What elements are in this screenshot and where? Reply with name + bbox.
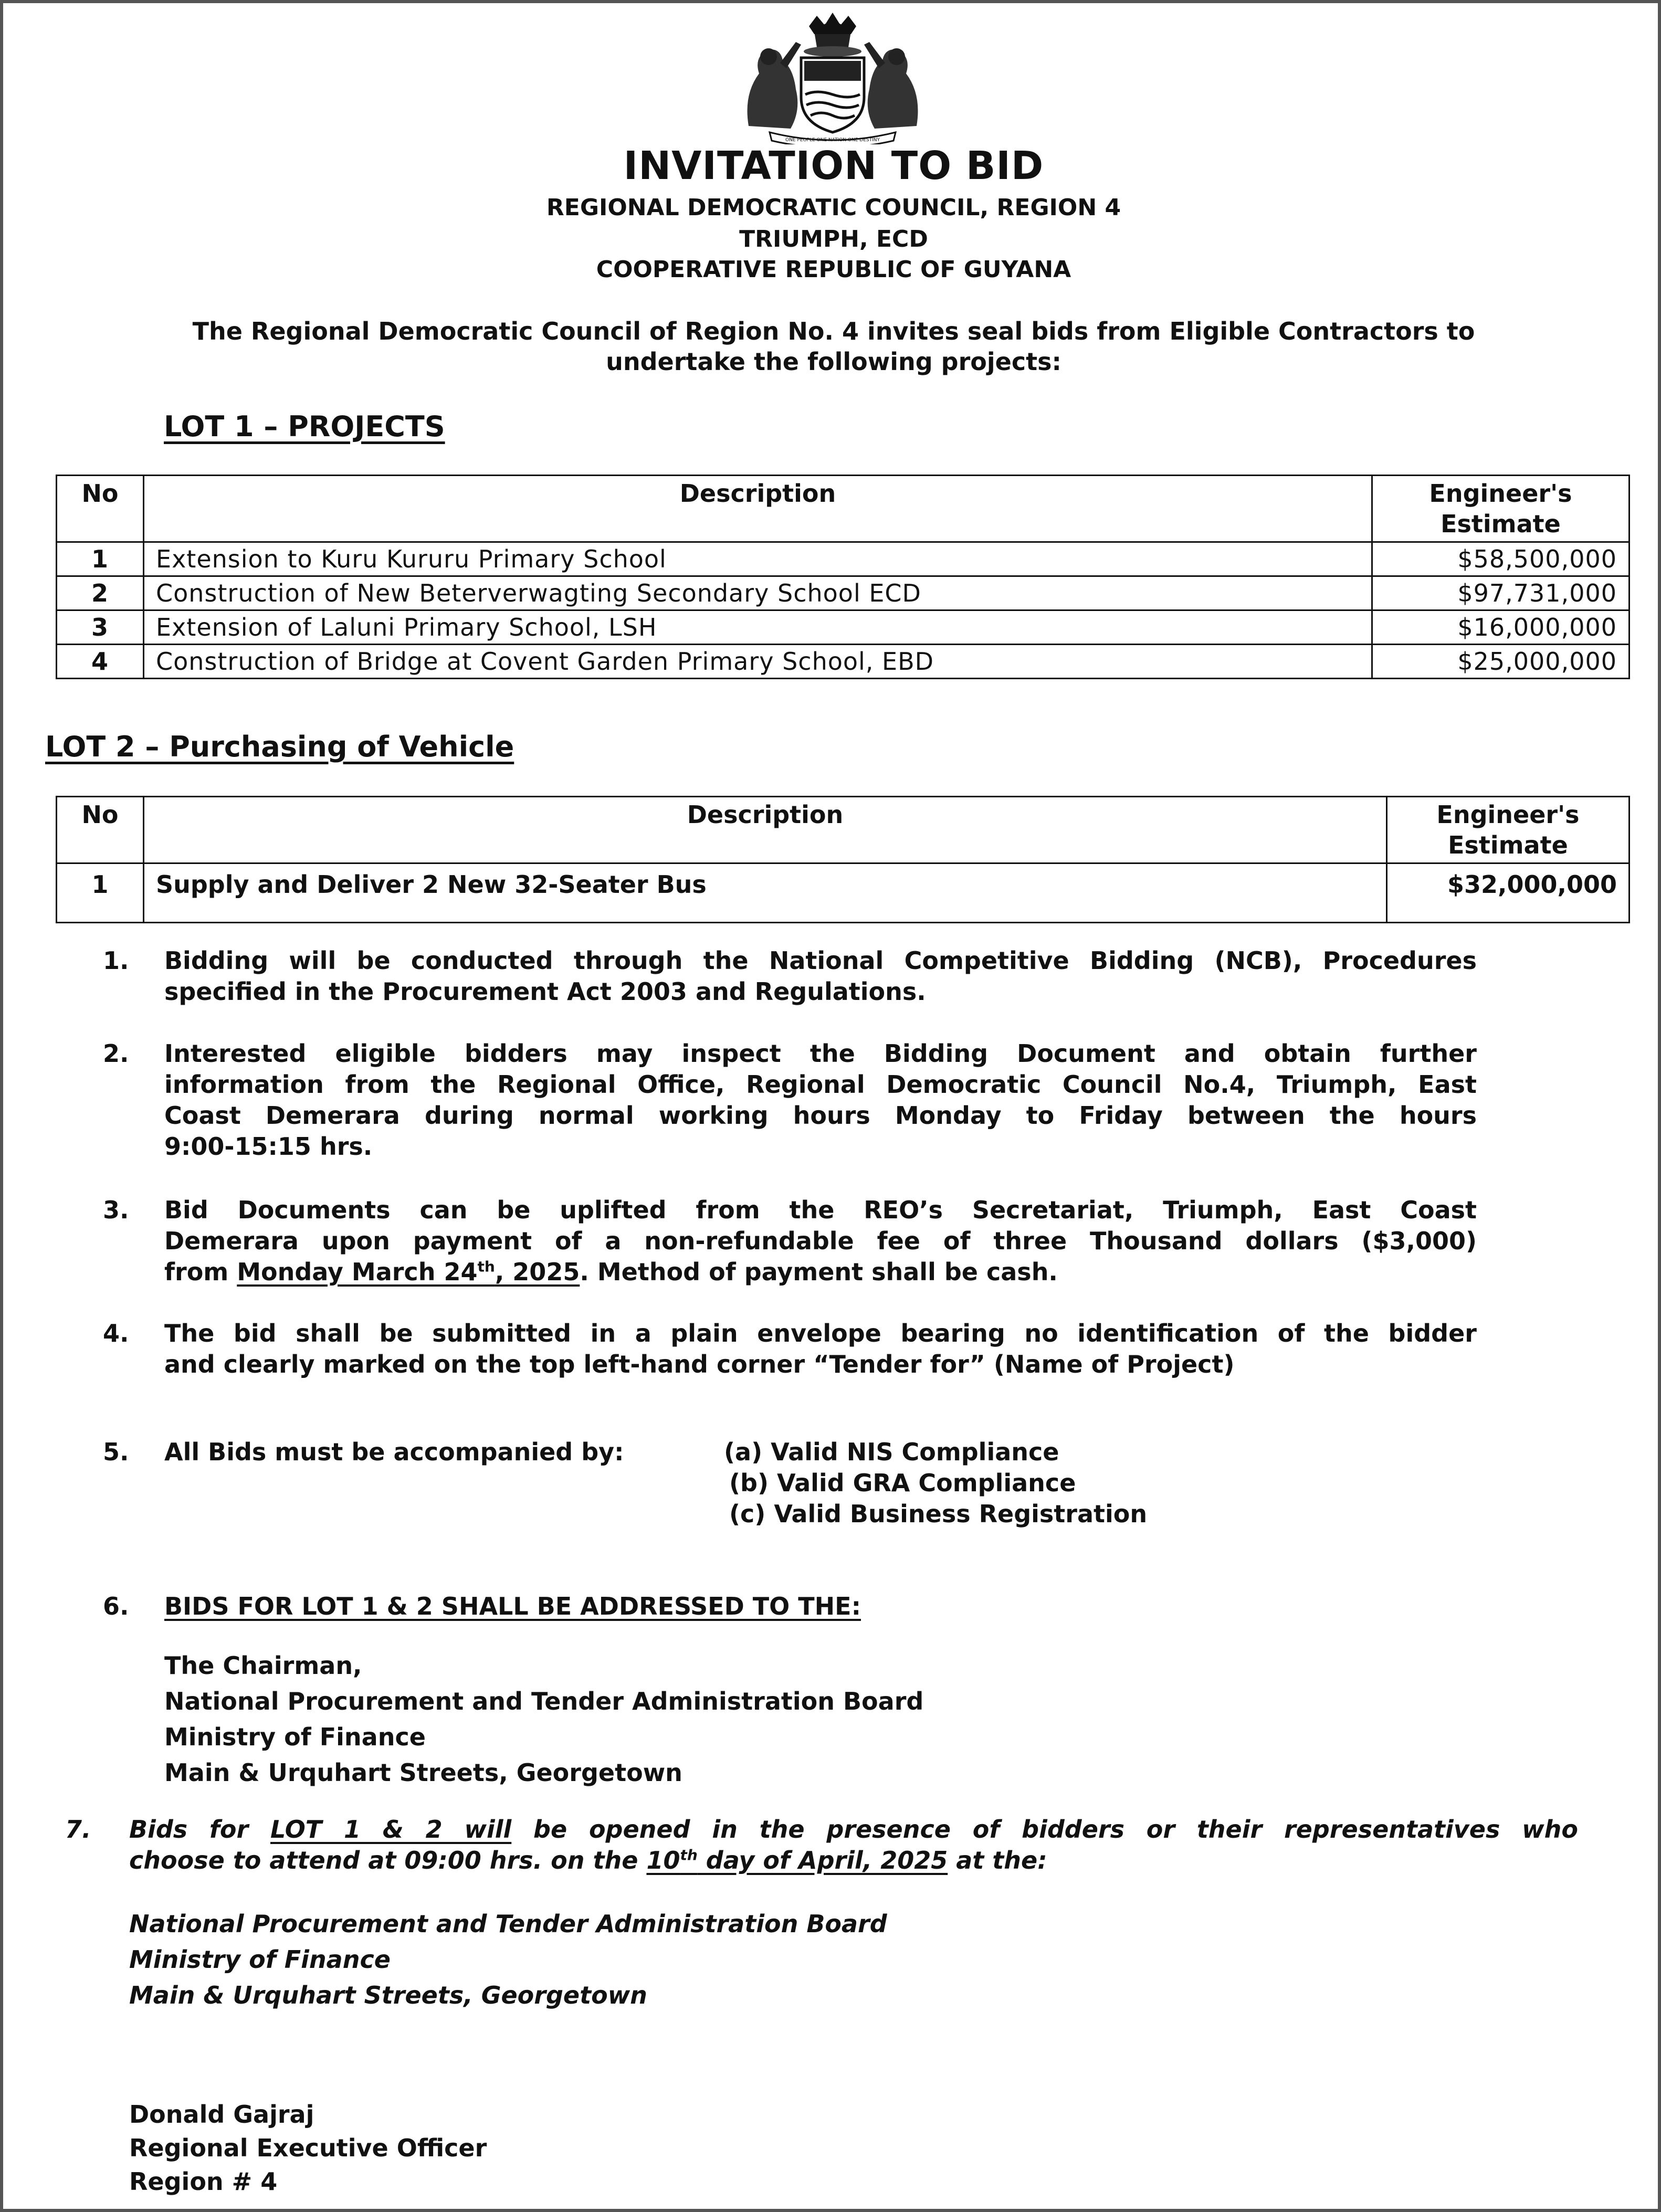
lot2-header-row <box>57 797 1630 863</box>
table-row <box>57 542 1630 576</box>
table-row <box>57 863 1630 923</box>
col-estimate-header <box>1372 476 1630 542</box>
col-description-header: Description <box>144 797 1387 863</box>
signatory-region: Region # 4 <box>129 2167 278 2196</box>
lot1-heading: LOT 1 – PROJECTS <box>164 410 445 443</box>
item-7-line-1 <box>129 1814 1578 1845</box>
item-number: 5. <box>103 1438 129 1466</box>
lot1-header-row <box>57 476 1630 542</box>
item-1-line-1: Bidding will be conducted through the National Competitive Bidding (NCB), Procedures <box>164 946 1477 975</box>
signatory-title: Regional Executive Officer <box>129 2134 487 2162</box>
item-4-line-1: The bid shall be submitted in a plain envelope bearing no identification of the bidder <box>164 1319 1477 1347</box>
table-row <box>57 610 1630 645</box>
uplift-date <box>237 1258 580 1286</box>
lot2-heading: LOT 2 – Purchasing of Vehicle <box>45 730 514 763</box>
header-council: REGIONAL DEMOCRATIC COUNCIL, REGION 4 <box>546 194 1121 221</box>
row-estimate: $25,000,000 <box>1372 645 1630 679</box>
item-5-lead: All Bids must be accompanied by: <box>164 1438 624 1466</box>
item-7-lot: LOT 1 & 2 will <box>270 1815 512 1844</box>
guyana-coat-of-arms-emblem <box>717 10 948 144</box>
item-7-post: be opened in the presence of bidders or their representatives who <box>511 1815 1579 1844</box>
row-description: Construction of New Beterverwagting Secondary School ECD <box>144 576 1372 610</box>
row-estimate: $97,731,000 <box>1372 576 1630 610</box>
page-title: INVITATION TO BID <box>623 143 1044 188</box>
requirement-c: (c) Valid Business Registration <box>729 1500 1148 1528</box>
lot1-table <box>56 475 1630 679</box>
address-line: Ministry of Finance <box>129 1945 391 1974</box>
chairman-address <box>164 1648 923 1790</box>
table-row <box>57 576 1630 610</box>
uplift-date-year: , 2025 <box>495 1258 580 1286</box>
item-6-heading: BIDS FOR LOT 1 & 2 SHALL BE ADDRESSED TO THE: <box>164 1592 861 1620</box>
row-no: 4 <box>57 645 144 679</box>
item-number: 4. <box>103 1319 129 1347</box>
uplift-date-suffix: th <box>477 1258 495 1276</box>
row-no: 1 <box>57 542 144 576</box>
item-2-line-3: Coast Demerara during normal working hours Monday to Friday between the hours <box>164 1101 1477 1130</box>
item-2-line-2: information from the Regional Office, Regional Democratic Council No.4, Triumph, East <box>164 1070 1477 1099</box>
signature-block <box>129 2098 487 2198</box>
row-estimate: $16,000,000 <box>1372 610 1630 645</box>
item-number: 7. <box>65 1815 91 1844</box>
item-7-attend: choose to attend at 09:00 hrs. on the <box>129 1846 647 1874</box>
item-3-line-3 <box>164 1257 1477 1288</box>
item-3-from: from <box>164 1258 237 1286</box>
intro-line-1: The Regional Democratic Council of Region No. 4 invites seal bids from Eligible Contractors to <box>192 317 1475 345</box>
estimate-header-line2: Estimate <box>1441 510 1561 538</box>
requirement-b: (b) Valid GRA Compliance <box>729 1469 1076 1497</box>
address-line: Main & Urquhart Streets, Georgetown <box>164 1758 682 1787</box>
signatory-name: Donald Gajraj <box>129 2100 314 2129</box>
col-no-header: No <box>57 476 144 542</box>
item-1-line-2: specified in the Procurement Act 2003 and Regulations. <box>164 977 926 1006</box>
uplift-date-day: Monday March 24 <box>237 1258 478 1286</box>
row-no: 1 <box>57 863 144 923</box>
item-7-line-2 <box>129 1845 1578 1876</box>
opening-date <box>646 1846 948 1874</box>
opening-date-rest: day of April, 2025 <box>697 1846 948 1874</box>
intro-line-2: undertake the following projects: <box>606 347 1061 376</box>
item-number: 1. <box>103 946 129 975</box>
item-3-line-2: Demerara upon payment of a non-refundable fee of three Thousand dollars ($3,000) <box>164 1227 1477 1255</box>
opening-date-day: 10 <box>646 1846 680 1874</box>
row-no: 2 <box>57 576 144 610</box>
estimate-header-line1: Engineer's <box>1429 479 1572 508</box>
item-2-line-1: Interested eligible bidders may inspect the Bidding Document and obtain further <box>164 1039 1477 1068</box>
address-line: National Procurement and Tender Administration Board <box>164 1687 924 1715</box>
row-description: Construction of Bridge at Covent Garden Primary School, EBD <box>144 645 1372 679</box>
item-7-at: at the: <box>948 1846 1047 1874</box>
address-line: Main & Urquhart Streets, Georgetown <box>129 1981 647 2009</box>
header-location: TRIUMPH, ECD <box>739 226 928 252</box>
item-3-line-1: Bid Documents can be uplifted from the REO’s Secretariat, Triumph, East Coast <box>164 1196 1477 1224</box>
item-4-line-2: and clearly marked on the top left-hand corner “Tender for” (Name of Project) <box>164 1350 1235 1378</box>
item-number: 2. <box>103 1039 129 1068</box>
row-estimate: $32,000,000 <box>1387 863 1630 923</box>
address-line: National Procurement and Tender Administration Board <box>129 1910 887 1938</box>
row-no: 3 <box>57 610 144 645</box>
item-number: 6. <box>103 1592 129 1620</box>
col-estimate-header <box>1387 797 1630 863</box>
item-3-payment: . Method of payment shall be cash. <box>580 1258 1058 1286</box>
header-country: COOPERATIVE REPUBLIC OF GUYANA <box>596 256 1071 283</box>
address-line: The Chairman, <box>164 1651 362 1680</box>
row-description: Extension to Kuru Kururu Primary School <box>144 542 1372 576</box>
row-estimate: $58,500,000 <box>1372 542 1630 576</box>
estimate-header-line1: Engineer's <box>1436 800 1580 829</box>
address-line: Ministry of Finance <box>164 1723 426 1751</box>
requirement-a: (a) Valid NIS Compliance <box>724 1438 1059 1466</box>
estimate-header-line2: Estimate <box>1448 831 1568 859</box>
table-row <box>57 645 1630 679</box>
row-description: Supply and Deliver 2 New 32-Seater Bus <box>144 863 1387 923</box>
col-no-header: No <box>57 797 144 863</box>
opening-address <box>129 1906 887 2013</box>
row-description: Extension of Laluni Primary School, LSH <box>144 610 1372 645</box>
item-number: 3. <box>103 1196 129 1224</box>
crest-motto: ONE PEOPLE ONE NATION ONE DESTINY <box>785 138 880 143</box>
col-description-header: Description <box>144 476 1372 542</box>
item-7-pre: Bids for <box>129 1815 271 1844</box>
lot2-table <box>56 796 1630 923</box>
item-2-line-4: 9:00-15:15 hrs. <box>164 1132 373 1161</box>
opening-date-suffix: th <box>680 1846 698 1864</box>
